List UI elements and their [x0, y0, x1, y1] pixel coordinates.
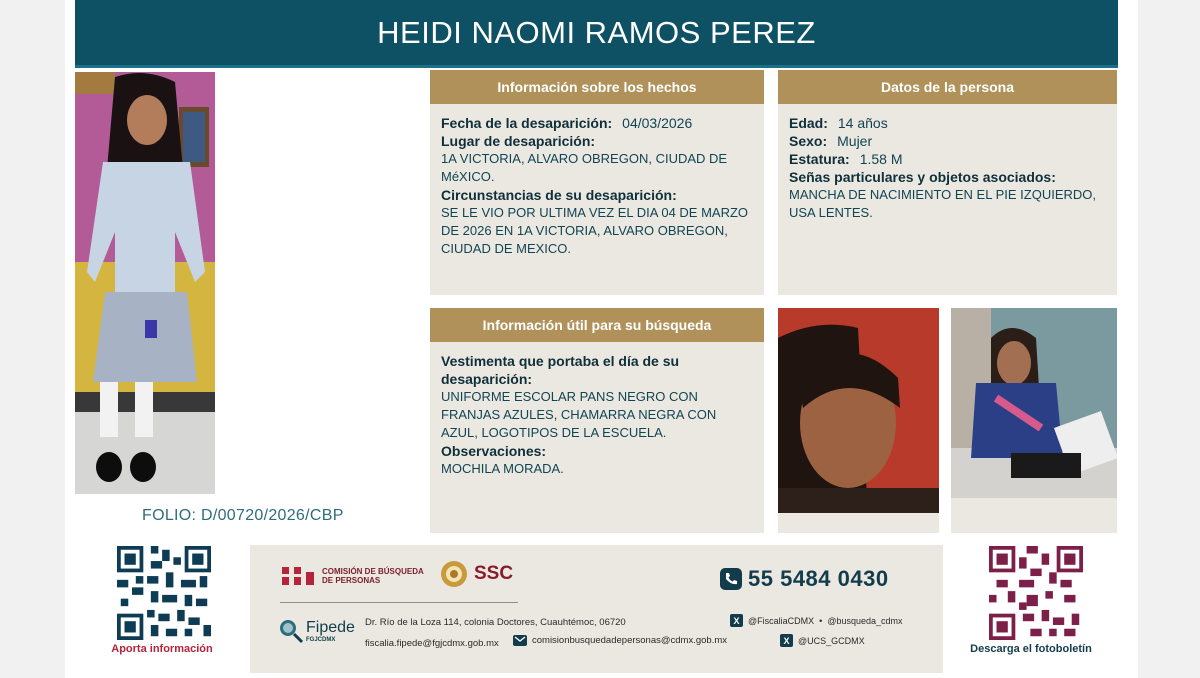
social-busqueda[interactable]: @busqueda_cdmx [827, 615, 903, 626]
age-value: 14 años [837, 115, 888, 131]
main-photo [75, 72, 215, 494]
ssc-logo [440, 560, 513, 588]
circumstances-value: SE LE VIO POR ULTIMA VEZ EL DIA 04 DE MARZO DE 2026 EN 1A VICTORIA, ALVARO OBREGON, CIUDAD DE MEXICO. [441, 205, 749, 256]
cbp-line2: DE PERSONAS [322, 576, 381, 585]
fipede-name: Fipede [306, 619, 355, 636]
folio-number: FOLIO: D/00720/2026/CBP [142, 507, 344, 524]
fipede-sub: FGJCDMX [306, 637, 336, 643]
search-info-card-title: Información útil para su búsqueda [430, 308, 764, 342]
date-label: Fecha de la desaparición: [441, 115, 613, 131]
ssc-seal-icon [440, 560, 468, 588]
fipede-logo [278, 618, 355, 644]
phone-icon [720, 568, 742, 590]
x-logo-icon: X [730, 614, 743, 627]
marks-label: Señas particulares y objetos asociados: [789, 169, 1056, 185]
sex-label: Sexo: [789, 133, 828, 149]
clothing-value: UNIFORME ESCOLAR PANS NEGRO CON FRANJAS AZULES, CHAMARRA NEGRA CON AZUL, LOGOTIPOS DE LA ESCUELA. [441, 389, 717, 440]
address: Dr. Río de la Loza 114, colonia Doctores, Cuauhtémoc, 06720 [365, 617, 626, 628]
social-row-2 [780, 634, 865, 647]
email-icon [513, 635, 527, 646]
sex-value: Mujer [837, 133, 873, 149]
phone-contact[interactable] [720, 566, 889, 592]
observations-value: MOCHILA MORADA. [441, 461, 564, 476]
qr-left-label: Aporta información [111, 643, 213, 655]
contact-footer [250, 545, 943, 673]
facts-card [430, 70, 764, 295]
place-label: Lugar de desaparición: [441, 133, 596, 149]
social-separator: • [819, 615, 823, 626]
person-name: HEIDI NAOMI RAMOS PEREZ [377, 14, 816, 50]
phone-number: 55 5484 0430 [748, 566, 889, 591]
height-value: 1.58 M [859, 151, 903, 167]
circumstances-label: Circunstancias de su desaparición: [441, 187, 677, 203]
cbp-logo [280, 565, 424, 587]
person-card [778, 70, 1117, 295]
email-cbp-contact[interactable] [513, 635, 727, 646]
cbp-logo-icon [280, 565, 316, 587]
email-cbp: comisionbusquedadepersonas@cdmx.gob.mx [532, 635, 728, 646]
magnifier-globe-icon [278, 618, 304, 644]
footer-divider [280, 602, 518, 603]
cbp-line1: COMISIÓN DE BÚSQUEDA [322, 567, 424, 576]
reading-photo [951, 308, 1117, 533]
face-photo [778, 308, 939, 533]
ssc-label: SSC [474, 563, 514, 584]
qr-right-label: Descarga el fotoboletín [970, 643, 1092, 655]
name-banner [75, 0, 1118, 68]
x-logo-icon: X [780, 634, 793, 647]
clothing-label: Vestimenta que portaba el día de su desaparición: [441, 353, 680, 387]
social-row-1 [730, 614, 903, 627]
observations-label: Observaciones: [441, 443, 547, 459]
person-card-title: Datos de la persona [778, 70, 1117, 104]
facts-card-title: Información sobre los hechos [430, 70, 764, 104]
email-fipede[interactable]: fiscalia.fipede@fgjcdmx.gob.mx [365, 638, 499, 649]
place-value: 1A VICTORIA, ALVARO OBREGON, CIUDAD DE MéXICO. [441, 151, 728, 184]
marks-value: MANCHA DE NACIMIENTO EN EL PIE IZQUIERDO, USA LENTES. [789, 187, 1096, 220]
qr-code-left[interactable] [117, 546, 211, 640]
social-fiscalia[interactable]: @FiscaliaCDMX [748, 615, 815, 626]
age-label: Edad: [789, 115, 828, 131]
search-info-card [430, 308, 764, 533]
date-value: 04/03/2026 [622, 115, 693, 131]
height-label: Estatura: [789, 151, 850, 167]
qr-code-right[interactable] [989, 546, 1083, 640]
social-ucs[interactable]: @UCS_GCDMX [798, 635, 865, 646]
